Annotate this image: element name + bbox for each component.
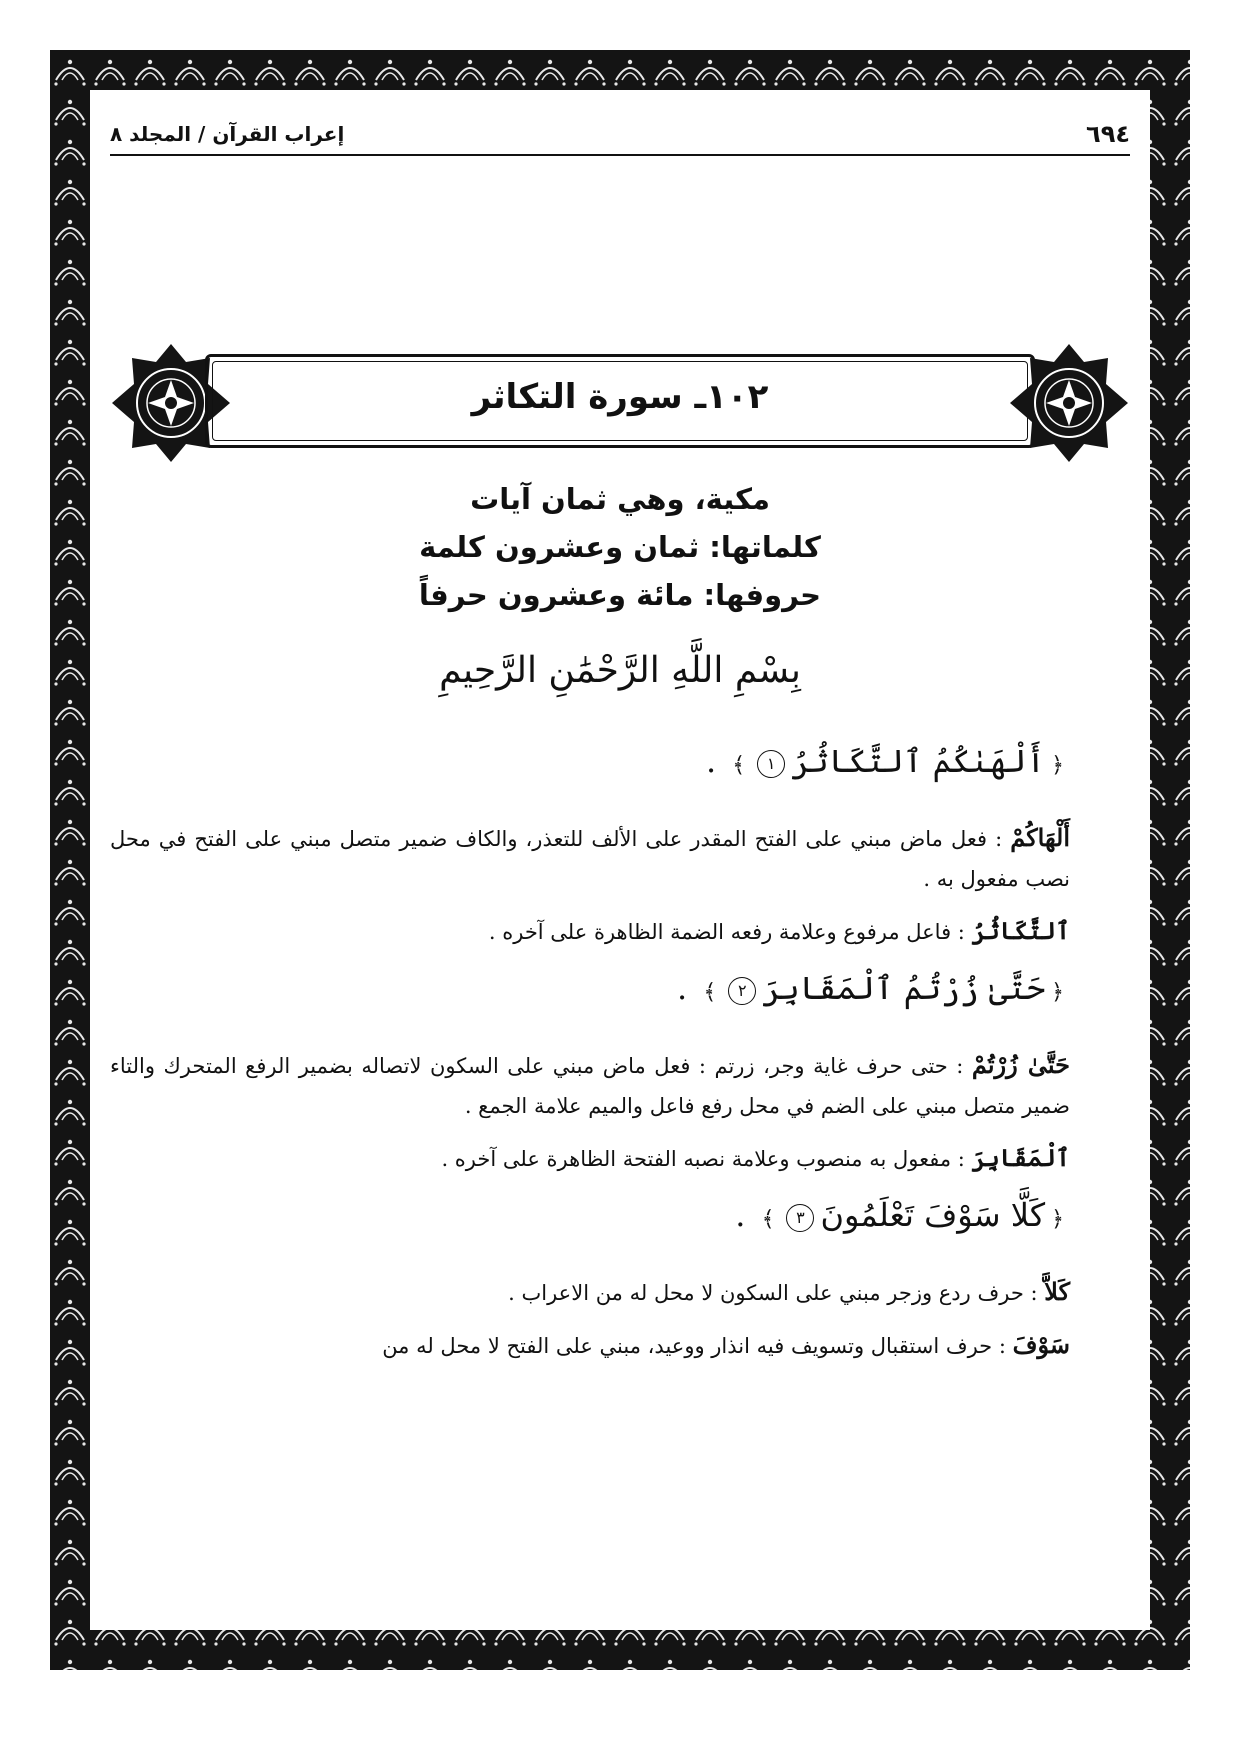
verse-1: ﴿أَلْهَىٰكُمُ ٱلتَّكَاثُرُ١﴾ . [705, 742, 1064, 780]
verse-3: ﴿كَلَّا سَوْفَ تَعْلَمُونَ٣﴾ . [735, 1196, 1064, 1234]
ayah-number: ٢ [728, 977, 756, 1005]
decorative-page-frame [50, 50, 1190, 1670]
verse-close-bracket-icon: ﴾ [732, 753, 746, 778]
ayah-number: ١ [757, 750, 785, 778]
verse-open-bracket-icon: ﴿ [1051, 753, 1064, 778]
page-number: ٦٩٤ [1086, 120, 1130, 148]
analysis-text: فعل ماض مبني على الفتح المقدر على الألف للتعذر، والكاف ضمير متصل مبني على الفتح في محل نصب مفعول به . [110, 827, 1070, 891]
analysis-term: أَلْهَاكُمْ [1010, 823, 1070, 852]
analysis-term: كَلاَّ [1044, 1277, 1070, 1306]
verse-text: حَتَّىٰ زُرْتُمُ ٱلْمَقَابِرَ [762, 969, 1046, 1007]
verse-2: ﴿حَتَّىٰ زُرْتُمُ ٱلْمَقَابِرَ٢﴾ . [677, 969, 1064, 1007]
analysis-entry: ٱلْمَقَابِرَ : مفعول به منصوب وعلامة نصبه الفتحة الظاهرة على آخره . [441, 1143, 1070, 1172]
analysis-entry: ٱلتَّكَاثُرُ : فاعل مرفوع وعلامة رفعه الضمة الظاهرة على آخره . [488, 916, 1070, 945]
analysis-text: حرف ردع وزجر مبني على السكون لا محل له من الاعراب . [508, 1281, 1024, 1305]
page-content [90, 90, 1150, 1630]
verse-open-bracket-icon: ﴿ [1051, 980, 1064, 1005]
surah-title: ١٠٢ـ سورة التكاثر [471, 377, 769, 417]
verse-text: أَلْهَىٰكُمُ ٱلتَّكَاثُرُ [791, 742, 1046, 780]
surah-info-words: كلماتها: ثمان وعشرون كلمة [419, 530, 821, 564]
ayah-number: ٣ [786, 1204, 814, 1232]
verse-text: كَلَّا سَوْفَ تَعْلَمُونَ [820, 1196, 1046, 1234]
surah-info-verses: مكية، وهي ثمان آيات [470, 482, 770, 516]
analysis-entry: أَلْهَاكُمْ : فعل ماض مبني على الفتح المقدر على الألف للتعذر، والكاف ضمير متصل مبني على الفتح في محل نصب مفعول به . [110, 823, 1070, 891]
analysis-term: ٱلْمَقَابِرَ [971, 1143, 1070, 1172]
analysis-text: حتى حرف غاية وجر، زرتم : فعل ماض مبني على السكون لاتصاله بضمير الرفع المتحرك والتاء ضمير متصل مبني على الضم في محل رفع فاعل والميم علامة الجمع . [110, 1054, 1070, 1118]
analysis-term: ٱلتَّكَاثُرُ [971, 916, 1070, 945]
surah-info-letters: حروفها: مائة وعشرون حرفاً [418, 578, 822, 612]
analysis-entry: حَتَّىٰ زُرْتُمْ : حتى حرف غاية وجر، زرتم : فعل ماض مبني على السكون لاتصاله بضمير الرفع المتحرك والتاء ضمير متصل مبني على الضم في محل رفع فاعل والميم علامة الجمع . [110, 1050, 1070, 1118]
analysis-entry: كَلاَّ : حرف ردع وزجر مبني على السكون لا محل له من الاعراب . [508, 1277, 1070, 1306]
surah-banner [110, 342, 1130, 464]
analysis-content [110, 725, 1130, 1378]
analysis-text: حرف استقبال وتسويف فيه انذار ووعيد، مبني على الفتح لا محل له من [382, 1334, 993, 1358]
surah-info [90, 475, 1150, 619]
book-title: إعراب القرآن / المجلد ٨ [110, 122, 345, 146]
analysis-entry: سَوْفَ : حرف استقبال وتسويف فيه انذار ووعيد، مبني على الفتح لا محل له من [382, 1330, 1070, 1359]
analysis-term: حَتَّىٰ زُرْتُمْ [971, 1050, 1070, 1079]
analysis-term: سَوْفَ [1012, 1330, 1070, 1359]
analysis-text: مفعول به منصوب وعلامة نصبه الفتحة الظاهرة على آخره . [441, 1147, 952, 1171]
surah-title-box [205, 354, 1035, 448]
rosette-ornament-icon [1008, 342, 1130, 464]
basmala: بِسْمِ اللَّهِ الرَّحْمَٰنِ الرَّحِيمِ [439, 650, 801, 691]
verse-close-bracket-icon: ﴾ [761, 1207, 775, 1232]
verse-close-bracket-icon: ﴾ [703, 980, 717, 1005]
verse-open-bracket-icon: ﴿ [1051, 1207, 1064, 1232]
analysis-text: فاعل مرفوع وعلامة رفعه الضمة الظاهرة على آخره . [488, 920, 952, 944]
running-header [110, 118, 1130, 156]
